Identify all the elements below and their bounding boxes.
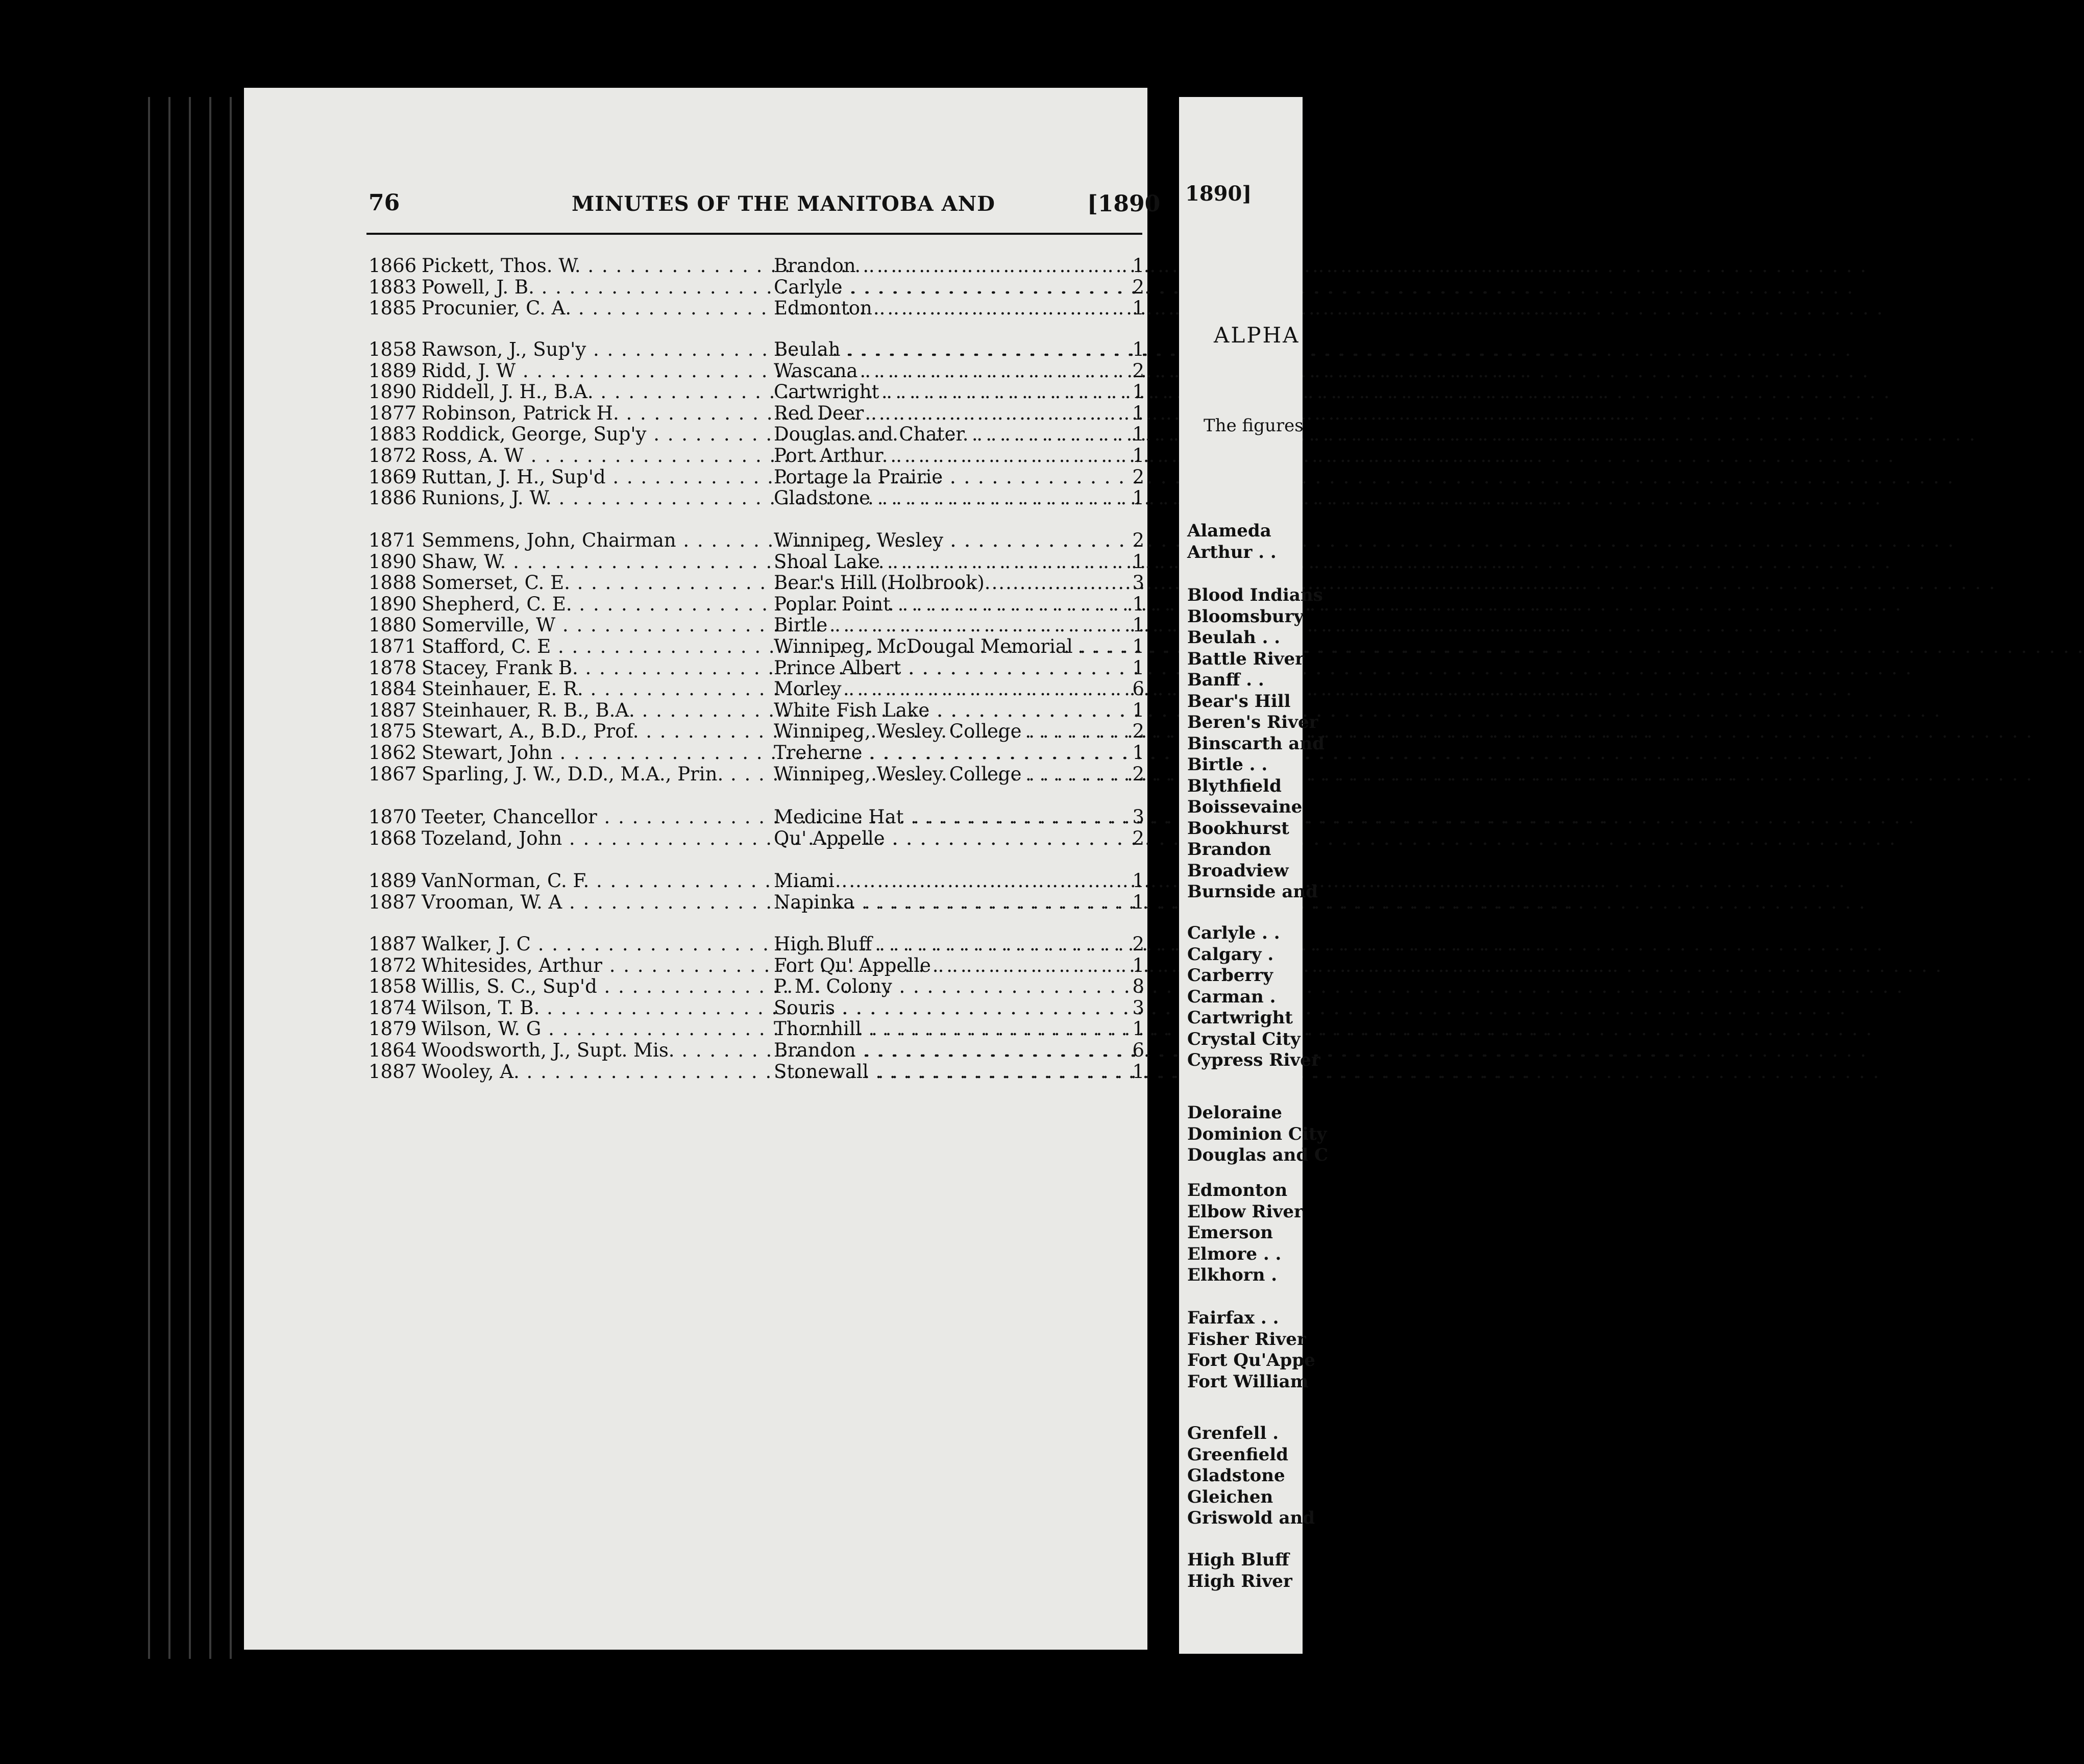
station-cell: Douglas and Chater . . .: [774, 424, 1126, 445]
year-cell: 1889: [369, 359, 417, 382]
count-cell: 6: [1132, 1039, 1144, 1061]
station-cell: Qu' Appelle . . .: [774, 828, 1126, 849]
year-cell: 1886: [369, 487, 417, 509]
count-cell: 1: [1132, 741, 1144, 764]
index-item: Cypress River: [1187, 1050, 1320, 1070]
count-cell: 1: [1132, 593, 1144, 615]
count-cell: 3: [1132, 572, 1144, 594]
station-cell: Winnipeg, Wesley . . .: [774, 530, 1126, 551]
name-cell: Sparling, J. W., D.D., M.A., Prin. . . .: [422, 764, 774, 785]
station-cell: Winnipeg, Wesley College . . .: [774, 721, 1126, 742]
station-cell: Morley . . .: [774, 678, 1126, 700]
station-cell: Shoal Lake . . .: [774, 551, 1126, 573]
name-cell: Woodsworth, J., Supt. Mis. . . .: [422, 1040, 774, 1061]
index-item: Fort William: [1187, 1371, 1309, 1392]
index-item: Bookhurst: [1187, 818, 1289, 839]
table-row: [369, 997, 1144, 1019]
count-cell: 1: [1132, 550, 1144, 573]
index-item: Fairfax . .: [1187, 1308, 1279, 1328]
index-group: [1187, 585, 1325, 903]
index-item: Beulah . .: [1187, 627, 1281, 648]
table-row: [369, 487, 1144, 509]
count-cell: 2: [1132, 763, 1144, 785]
name-cell: Whitesides, Arthur . . .: [422, 955, 774, 976]
year-cell: 1890: [369, 593, 417, 615]
year-bracket: [1890: [1087, 191, 1161, 217]
index-group: [1187, 521, 1310, 563]
count-cell: 1: [1132, 870, 1144, 892]
year-cell: 1871: [369, 529, 417, 551]
index-item: Edmonton: [1187, 1180, 1288, 1200]
index-group: [1187, 923, 1320, 1071]
count-cell: 1: [1132, 635, 1144, 657]
count-cell: 2: [1132, 359, 1144, 382]
name-cell: Shepherd, C. E. . . .: [422, 594, 774, 615]
index-item: Blood Indians: [1187, 585, 1323, 605]
year-cell: 1885: [369, 297, 417, 320]
section: [369, 934, 1144, 1082]
station-cell: P. M. Colony . . .: [774, 976, 1126, 997]
count-cell: 1: [1132, 487, 1144, 509]
name-cell: Ross, A. W . . .: [422, 445, 774, 467]
table-row: [369, 892, 1144, 913]
name-cell: Robinson, Patrick H. . . .: [422, 403, 774, 424]
index-item: Fort Qu'Appe: [1187, 1350, 1315, 1370]
table-row: [369, 594, 1144, 615]
year-cell: 1890: [369, 381, 417, 403]
station-cell: Gladstone . . .: [774, 487, 1126, 509]
station-cell: Stonewall . . .: [774, 1061, 1126, 1083]
index-item: Burnside and: [1187, 881, 1318, 902]
year-cell: 1858: [369, 975, 417, 998]
year-cell: 1889: [369, 870, 417, 892]
year-cell: 1877: [369, 402, 417, 424]
name-cell: Wilson, W. G . . .: [422, 1018, 774, 1040]
year-cell: 1858: [369, 338, 417, 360]
index-item: Deloraine: [1187, 1102, 1282, 1123]
name-cell: Stacey, Frank B. . . .: [422, 657, 774, 679]
name-cell: Wilson, T. B. . . .: [422, 997, 774, 1019]
station-cell: Birtle . . .: [774, 615, 1126, 636]
name-cell: Pickett, Thos. W. . . .: [422, 255, 774, 277]
year-cell: 1869: [369, 465, 417, 488]
table-row: [369, 445, 1144, 467]
right-year: 1890]: [1185, 182, 1252, 206]
table-row: [369, 339, 1144, 360]
station-cell: Winnipeg, McDougal Memorial . . .: [774, 636, 1126, 657]
year-cell: 1878: [369, 656, 417, 679]
name-cell: Willis, S. C., Sup'd . . .: [422, 976, 774, 997]
name-cell: Somerville, W . . .: [422, 615, 774, 636]
table-row: [369, 764, 1144, 785]
station-cell: Edmonton . . .: [774, 298, 1126, 319]
name-cell: Teeter, Chancellor . . .: [422, 806, 774, 828]
station-cell: Brandon . . .: [774, 1040, 1126, 1061]
index-item: Griswold and: [1187, 1508, 1315, 1528]
section: [369, 255, 1144, 319]
station-cell: Winnipeg, Wesley College . . .: [774, 764, 1126, 785]
index-item: Bear's Hill: [1187, 691, 1291, 712]
count-cell: 1: [1132, 444, 1144, 467]
index-item: Carberry: [1187, 965, 1273, 986]
station-cell: Port Arthur . . .: [774, 445, 1126, 467]
table-row: [369, 976, 1144, 997]
index-item: Grenfell .: [1187, 1423, 1279, 1443]
name-cell: Ridd, J. W . . .: [422, 360, 774, 382]
station-cell: Poplar Point . . .: [774, 594, 1126, 615]
index-item: Broadview: [1187, 860, 1289, 881]
table-row: [369, 572, 1144, 594]
year-cell: 1887: [369, 933, 417, 955]
table-row: [369, 636, 1144, 657]
year-cell: 1866: [369, 255, 417, 277]
index-item: Alameda: [1187, 521, 1271, 541]
year-cell: 1867: [369, 763, 417, 785]
table-row: [369, 1018, 1144, 1040]
name-cell: Stafford, C. E . . .: [422, 636, 774, 657]
index-item: Carlyle . .: [1187, 923, 1280, 943]
year-cell: 1883: [369, 423, 417, 446]
index-item: Binscarth and: [1187, 733, 1325, 754]
name-cell: Vrooman, W. A . . .: [422, 892, 774, 913]
name-cell: Semmens, John, Chairman . . .: [422, 530, 774, 551]
count-cell: 3: [1132, 996, 1144, 1019]
count-cell: 2: [1132, 465, 1144, 488]
table-row: [369, 955, 1144, 976]
name-cell: Somerset, C. E. . . .: [422, 572, 774, 594]
year-cell: 1883: [369, 276, 417, 298]
index-group: [1187, 1180, 1310, 1286]
name-cell: Powell, J. B. . . .: [422, 277, 774, 298]
table-row: [369, 700, 1144, 721]
name-cell: Tozeland, John . . .: [422, 828, 774, 849]
count-cell: 2: [1132, 529, 1144, 551]
year-cell: 1872: [369, 444, 417, 467]
table-row: [369, 403, 1144, 424]
index-item: Banff . .: [1187, 670, 1264, 690]
count-cell: 1: [1132, 423, 1144, 446]
index-item: Carman .: [1187, 986, 1276, 1007]
index-item: Battle River: [1187, 648, 1305, 669]
year-cell: 1870: [369, 806, 417, 828]
count-cell: 1: [1132, 1060, 1144, 1083]
table-row: [369, 360, 1144, 382]
index-item: Emerson: [1187, 1222, 1273, 1243]
station-cell: Red Deer . . .: [774, 403, 1126, 424]
year-cell: 1890: [369, 550, 417, 573]
year-cell: 1879: [369, 1018, 417, 1040]
index-item: Elmore . .: [1187, 1243, 1282, 1264]
index-item: Crystal City: [1187, 1028, 1301, 1049]
station-cell: Cartwright . . .: [774, 381, 1126, 403]
name-cell: Steinhauer, E. R. . . .: [422, 678, 774, 700]
name-cell: Roddick, George, Sup'y . . .: [422, 424, 774, 445]
name-cell: Riddell, J. H., B.A. . . .: [422, 381, 774, 403]
count-cell: 1: [1132, 614, 1144, 636]
station-cell: Treherne . . .: [774, 742, 1126, 764]
table-row: [369, 657, 1144, 679]
name-cell: Shaw, W. . . .: [422, 551, 774, 573]
index-item: Bloomsbury: [1187, 606, 1304, 627]
count-cell: 2: [1132, 276, 1144, 298]
station-cell: High Bluff . . .: [774, 934, 1126, 955]
count-cell: 2: [1132, 720, 1144, 743]
index-item: Greenfield: [1187, 1444, 1288, 1465]
station-cell: Bear's Hill (Holbrook) . . .: [774, 572, 1126, 594]
section: [369, 870, 1144, 913]
station-cell: Medicine Hat . . .: [774, 806, 1126, 828]
table-row: [369, 298, 1144, 319]
year-cell: 1871: [369, 635, 417, 657]
index-item: High Bluff: [1187, 1550, 1289, 1570]
table-row: [369, 255, 1144, 277]
table-row: [369, 467, 1144, 488]
count-cell: 8: [1132, 975, 1144, 998]
year-cell: 1887: [369, 699, 417, 721]
count-cell: 1: [1132, 402, 1144, 424]
station-cell: Brandon . . .: [774, 255, 1126, 277]
name-cell: Procunier, C. A. . . .: [422, 298, 774, 319]
year-cell: 1872: [369, 954, 417, 976]
count-cell: 1: [1132, 699, 1144, 721]
index-item: Elkhorn .: [1187, 1265, 1278, 1285]
table-row: [369, 870, 1144, 892]
index-item: High River: [1187, 1571, 1292, 1591]
year-cell: 1887: [369, 891, 417, 913]
station-cell: Napinka . . .: [774, 892, 1126, 913]
station-cell: Fort Qu' Appelle . . .: [774, 955, 1126, 976]
table-row: [369, 424, 1144, 445]
index-item: Boissevaine: [1187, 797, 1303, 817]
running-title: MINUTES OF THE MANITOBA AND: [572, 192, 995, 216]
index-item: Calgary .: [1187, 944, 1274, 965]
index-group: [1187, 1102, 1329, 1166]
year-cell: 1884: [369, 678, 417, 700]
name-cell: Steinhauer, R. B., B.A. . . .: [422, 700, 774, 721]
year-cell: 1874: [369, 996, 417, 1019]
count-cell: 1: [1132, 891, 1144, 913]
table-row: [369, 806, 1144, 828]
index-item: Gladstone: [1187, 1465, 1285, 1486]
count-cell: 1: [1132, 338, 1144, 360]
name-cell: Stewart, A., B.D., Prof. . . .: [422, 721, 774, 742]
index-item: Arthur . .: [1187, 542, 1277, 562]
station-cell: Portage la Prairie . . .: [774, 467, 1126, 488]
index-group: [1187, 1423, 1315, 1529]
table-row: [369, 721, 1144, 742]
index-item: Blythfield: [1187, 775, 1282, 796]
year-cell: 1862: [369, 741, 417, 764]
year-cell: 1868: [369, 827, 417, 849]
station-cell: Beulah . . .: [774, 339, 1126, 360]
count-cell: 2: [1132, 827, 1144, 849]
index-item: Beren's River: [1187, 712, 1318, 732]
index-item: Cartwright: [1187, 1008, 1293, 1028]
name-cell: Walker, J. C . . .: [422, 934, 774, 955]
station-cell: Wascana . . .: [774, 360, 1126, 382]
right-heading: ALPHA: [1214, 323, 1300, 348]
table-row: [369, 530, 1144, 551]
table-row: [369, 1061, 1144, 1083]
page-number: 76: [369, 190, 400, 216]
year-cell: 1875: [369, 720, 417, 743]
station-cell: Carlyle . . .: [774, 277, 1126, 298]
name-cell: Ruttan, J. H., Sup'd . . .: [422, 467, 774, 488]
table-row: [369, 828, 1144, 849]
section: [369, 339, 1144, 509]
section: [369, 806, 1144, 849]
table-row: [369, 551, 1144, 573]
station-cell: Souris . . .: [774, 997, 1126, 1019]
table-row: [369, 615, 1144, 636]
table-row: [369, 742, 1144, 764]
index-item: Douglas and C: [1187, 1145, 1329, 1165]
index-group: [1187, 1308, 1315, 1392]
count-cell: 1: [1132, 297, 1144, 320]
index-item: Gleichen: [1187, 1486, 1273, 1507]
index-item: Dominion City: [1187, 1123, 1327, 1144]
index-item: Fisher River: [1187, 1329, 1306, 1350]
count-cell: 1: [1132, 255, 1144, 277]
station-cell: Miami . . .: [774, 870, 1126, 892]
station-cell: Thornhill . . .: [774, 1018, 1126, 1040]
count-cell: 1: [1132, 1018, 1144, 1040]
count-cell: 2: [1132, 933, 1144, 955]
table-row: [369, 1040, 1144, 1061]
right-note: The figures: [1204, 415, 1304, 436]
count-cell: 1: [1132, 656, 1144, 679]
table-row: [369, 678, 1144, 700]
station-cell: White Fish Lake . . .: [774, 700, 1126, 721]
name-cell: Runions, J. W. . . .: [422, 487, 774, 509]
year-cell: 1864: [369, 1039, 417, 1061]
table-row: [369, 277, 1144, 298]
table-row: [369, 381, 1144, 403]
year-cell: 1888: [369, 572, 417, 594]
name-cell: Stewart, John . . .: [422, 742, 774, 764]
year-cell: 1880: [369, 614, 417, 636]
index-group: [1187, 1550, 1310, 1592]
index-item: Brandon: [1187, 839, 1271, 860]
book-page-edges: [139, 97, 244, 1659]
index-item: Birtle . .: [1187, 754, 1268, 775]
count-cell: 3: [1132, 806, 1144, 828]
count-cell: 1: [1132, 954, 1144, 976]
name-cell: VanNorman, C. F. . . .: [422, 870, 774, 892]
year-cell: 1887: [369, 1060, 417, 1083]
count-cell: 1: [1132, 381, 1144, 403]
count-cell: 6: [1132, 678, 1144, 700]
header-rule: [366, 233, 1142, 235]
name-cell: Wooley, A. . . .: [422, 1061, 774, 1083]
index-item: Elbow River: [1187, 1201, 1303, 1222]
name-cell: Rawson, J., Sup'y . . .: [422, 339, 774, 360]
station-cell: Prince Albert . . .: [774, 657, 1126, 679]
table-row: [369, 934, 1144, 955]
section: [369, 530, 1144, 785]
left-page: [244, 88, 1147, 1650]
